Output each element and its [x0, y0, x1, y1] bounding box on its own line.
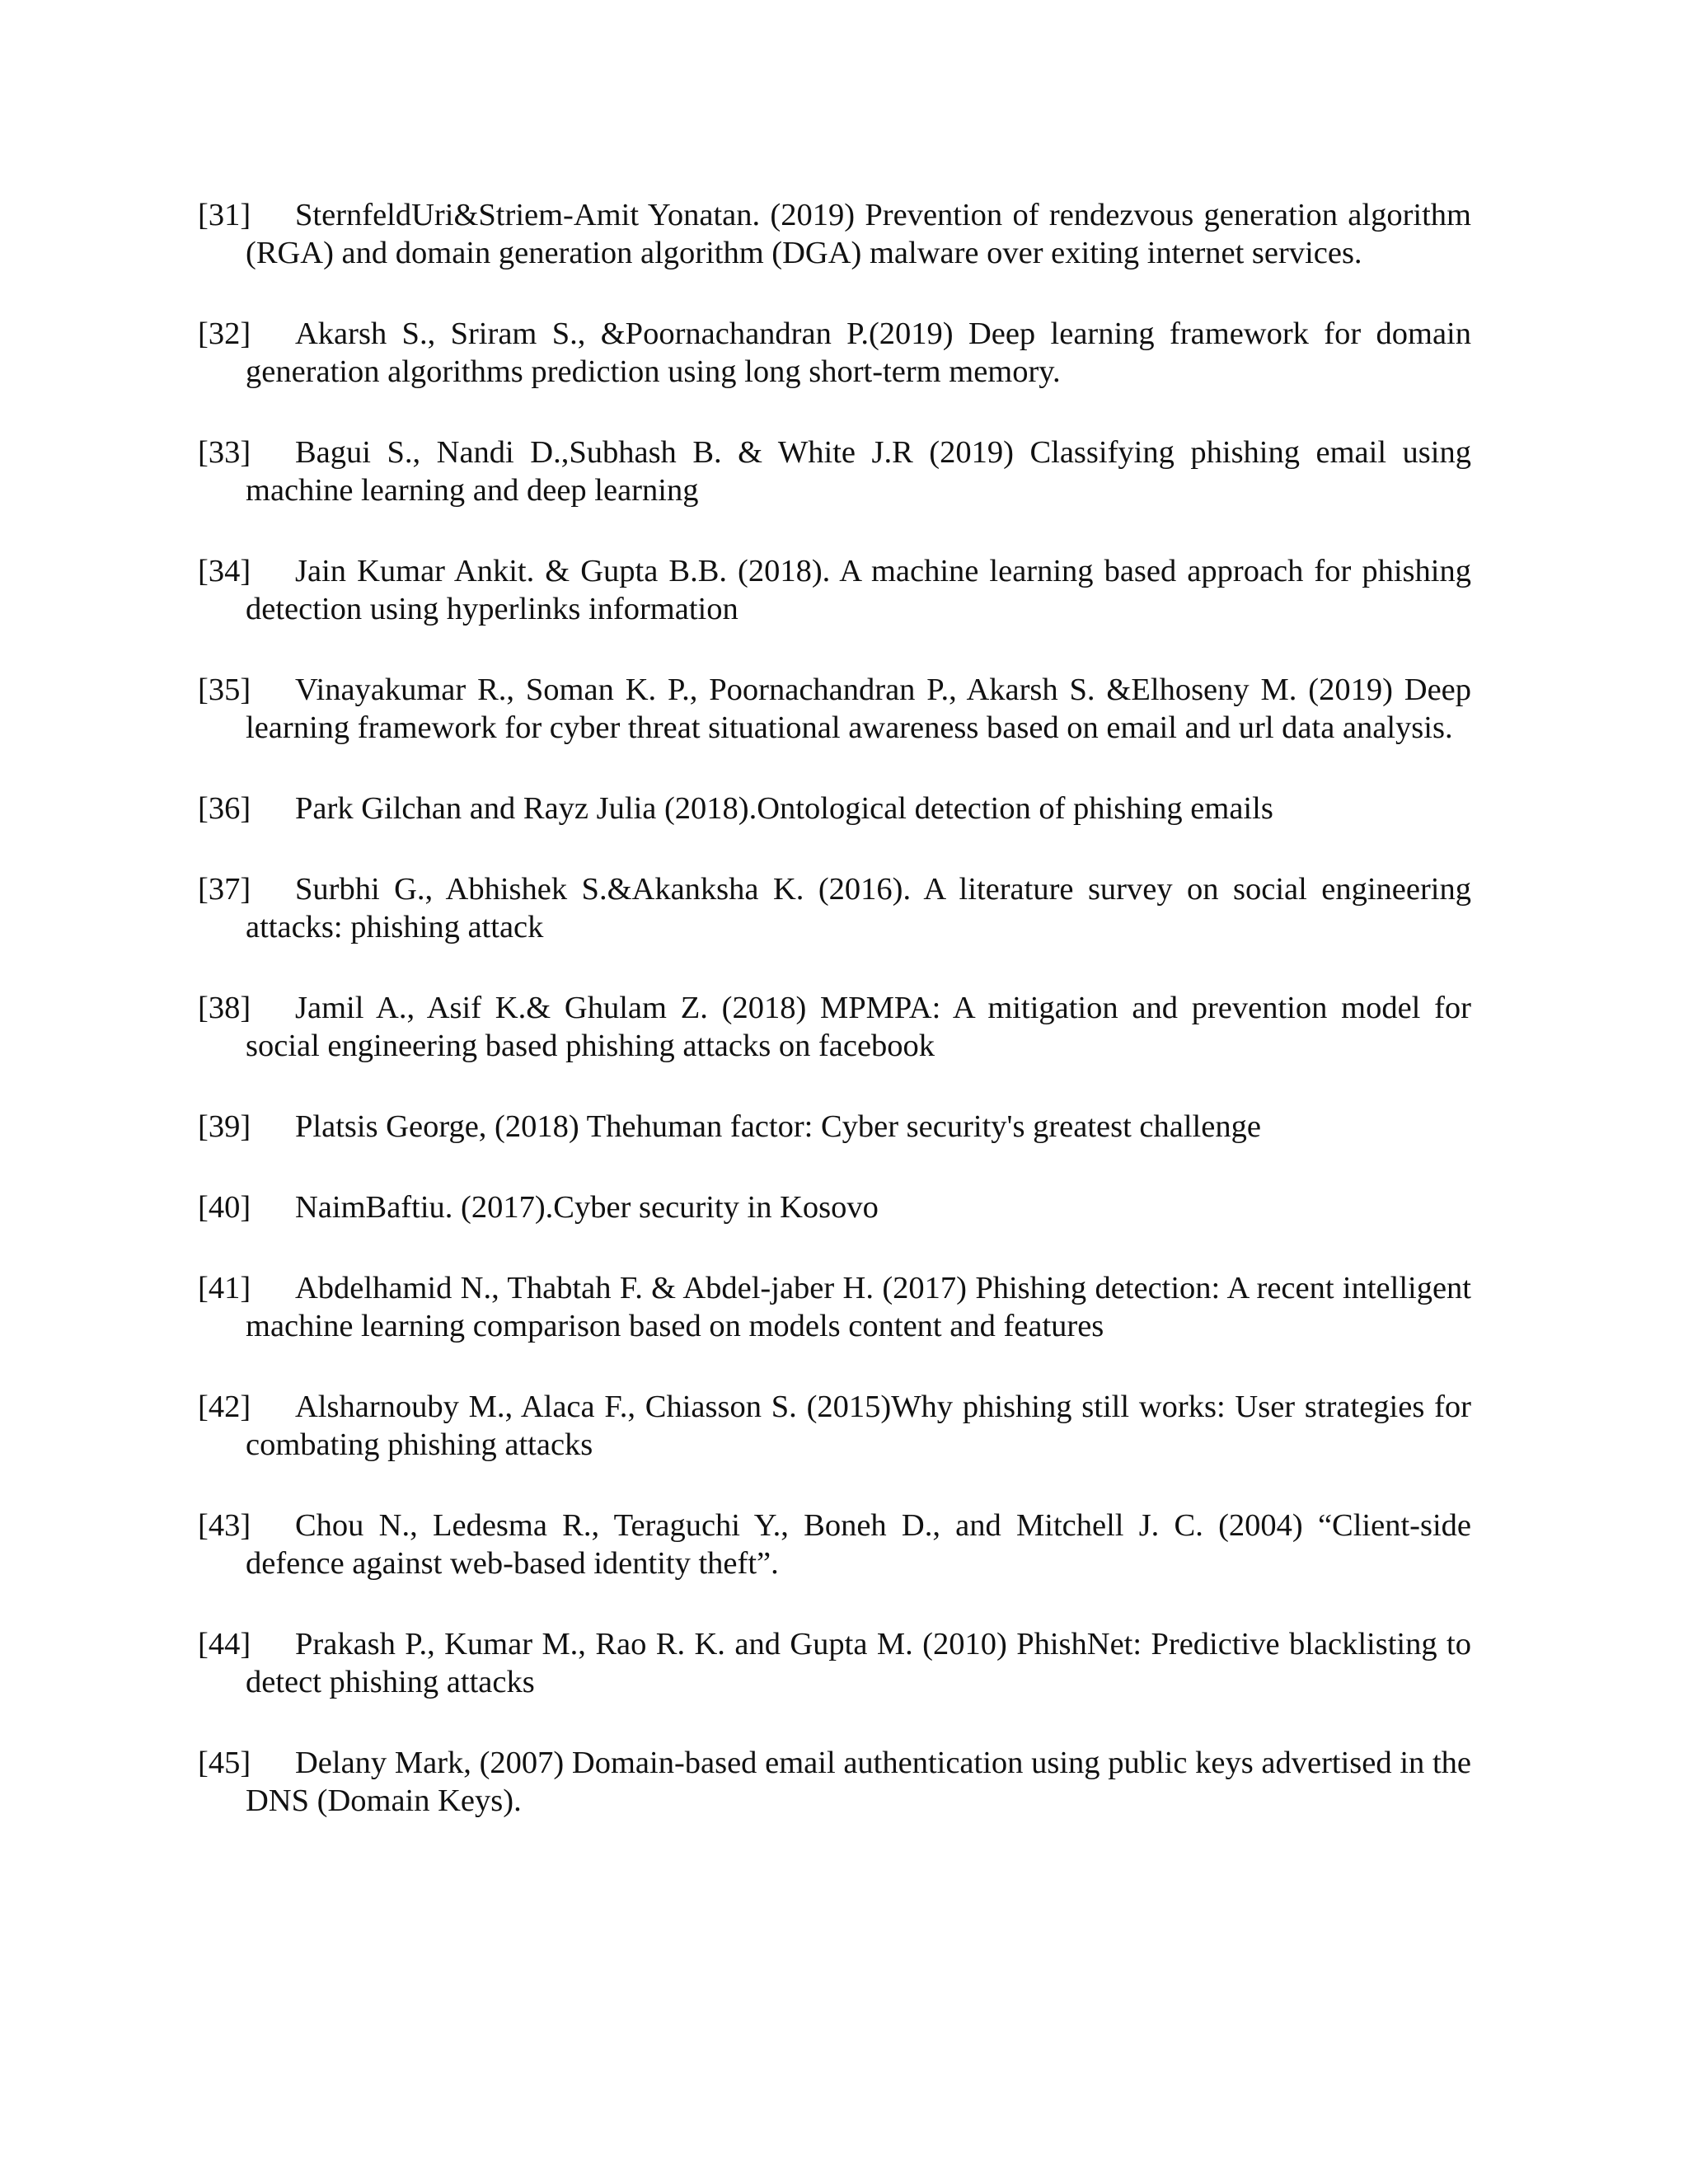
reference-text: Prakash P., Kumar M., Rao R. K. and Gupta M. (2010) PhishNet: Predictive blacklisting to detect phishing attacks — [246, 1627, 1471, 1699]
reference-text: Platsis George, (2018) Thehuman factor: Cyber security's greatest challenge — [295, 1109, 1261, 1144]
reference-number: [33] — [198, 435, 251, 470]
reference-number: [34] — [198, 554, 251, 588]
reference-text: Vinayakumar R., Soman K. P., Poornachandran P., Akarsh S. &Elhoseny M. (2019) Deep learning framework for cyber threat situational awareness based on email and url data analysis. — [246, 673, 1471, 745]
reference-number: [32] — [198, 316, 251, 351]
reference-text: Bagui S., Nandi D.,Subhash B. & White J.R (2019) Classifying phishing email using machine learning and deep learning — [246, 435, 1471, 508]
reference-item — [198, 552, 1471, 628]
reference-item — [198, 1507, 1471, 1582]
reference-number: [38] — [198, 991, 251, 1025]
reference-item — [198, 196, 1471, 272]
reference-item — [198, 1108, 1471, 1146]
reference-number: [37] — [198, 872, 251, 907]
reference-text: Surbhi G., Abhishek S.&Akanksha K. (2016). A literature survey on social engineering attacks: phishing attack — [246, 872, 1471, 944]
reference-text: SternfeldUri&Striem-Amit Yonatan. (2019) Prevention of rendezvous generation algorithm (RGA) and domain generation algorithm (DGA) malware over exiting internet services. — [246, 198, 1471, 270]
reference-text: Jamil A., Asif K.& Ghulam Z. (2018) MPMPA: A mitigation and prevention model for social engineering based phishing attacks on facebook — [246, 991, 1471, 1063]
reference-text: Akarsh S., Sriram S., &Poornachandran P.(2019) Deep learning framework for domain generation algorithms prediction using long short-term memory. — [246, 316, 1471, 389]
reference-item — [198, 870, 1471, 946]
reference-number: [39] — [198, 1109, 251, 1144]
reference-text: Abdelhamid N., Thabtah F. & Abdel-jaber H. (2017) Phishing detection: A recent intelligent machine learning comparison based on models content and features — [246, 1271, 1471, 1343]
reference-text: Jain Kumar Ankit. & Gupta B.B. (2018). A machine learning based approach for phishing detection using hyperlinks information — [246, 554, 1471, 626]
reference-text: NaimBaftiu. (2017).Cyber security in Kosovo — [295, 1190, 879, 1225]
reference-number: [31] — [198, 198, 251, 232]
reference-item — [198, 1625, 1471, 1701]
reference-item — [198, 790, 1471, 827]
reference-number: [43] — [198, 1508, 251, 1543]
reference-item — [198, 671, 1471, 747]
reference-list — [198, 196, 1471, 1863]
reference-text: Delany Mark, (2007) Domain-based email authentication using public keys advertised in the DNS (Domain Keys). — [246, 1746, 1471, 1818]
reference-number: [35] — [198, 673, 251, 707]
reference-text: Chou N., Ledesma R., Teraguchi Y., Boneh D., and Mitchell J. C. (2004) “Client-side defence against web-based identity theft”. — [246, 1508, 1471, 1581]
reference-item — [198, 1744, 1471, 1820]
reference-item — [198, 315, 1471, 391]
reference-text: Park Gilchan and Rayz Julia (2018).Ontological detection of phishing emails — [295, 791, 1273, 826]
reference-item — [198, 989, 1471, 1065]
reference-number: [44] — [198, 1627, 251, 1661]
reference-number: [40] — [198, 1190, 251, 1225]
reference-item — [198, 434, 1471, 509]
reference-item — [198, 1388, 1471, 1464]
reference-text: Alsharnouby M., Alaca F., Chiasson S. (2015)Why phishing still works: User strategies for combating phishing attacks — [246, 1390, 1471, 1462]
reference-number: [36] — [198, 791, 251, 826]
reference-number: [42] — [198, 1390, 251, 1424]
reference-number: [41] — [198, 1271, 251, 1305]
reference-item — [198, 1188, 1471, 1226]
reference-item — [198, 1269, 1471, 1345]
reference-number: [45] — [198, 1746, 251, 1780]
